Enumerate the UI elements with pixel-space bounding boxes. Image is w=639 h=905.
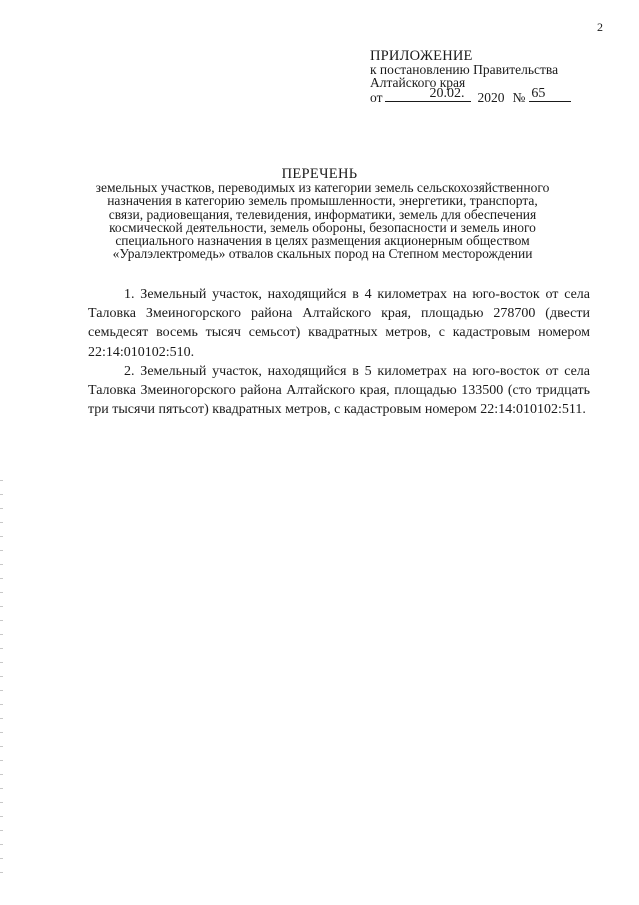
approval-line-2: Алтайского края bbox=[370, 75, 466, 90]
land-plot-item-1: 1. Земельный участок, находящийся в 4 километрах на юго-восток от села Таловка Змеиногорского района Алтайского края, площадью 278700 (двести семьдесят восемь тысяч семьсот) квадратных метров, с кадастровым номером 22:14:010102:510. bbox=[88, 287, 590, 360]
approval-date-line bbox=[370, 86, 600, 105]
handwritten-number: 65 bbox=[531, 86, 546, 101]
year-label: 2020 bbox=[477, 90, 505, 105]
from-label: от bbox=[370, 90, 383, 105]
approval-line-1: к постановлению Правительства bbox=[370, 62, 559, 77]
land-plot-list bbox=[88, 285, 590, 419]
scan-margin-marks bbox=[0, 480, 3, 880]
number-blank bbox=[529, 86, 571, 102]
land-plot-item-2: 2. Земельный участок, находящийся в 5 километрах на юго-восток от села Таловка Змеиногорского района Алтайского края, площадью 133500 (сто тридцать три тысячи пятьсот) квадратных метров, с кадастровым номером 22:14:010102:511. bbox=[88, 363, 590, 418]
approval-title: ПРИЛОЖЕНИЕ bbox=[370, 48, 473, 64]
list-title: ПЕРЕЧЕНЬ bbox=[281, 166, 358, 182]
page-number: 2 bbox=[597, 20, 603, 34]
list-subtitle: земельных участков, переводимых из категории земель сельскохозяйственного назначения в категорию земель промышленности, энергетики, транспорта, связи, радиовещания, телевидения, информатики, земель для обеспечения космической деятельности, земель обороны, безопасности и земель иного специального назначения в целях размещения акционерным обществом «Уралэлектромедь» отвалов скальных пород на Степном месторождении bbox=[95, 180, 550, 262]
number-sign: № bbox=[512, 90, 526, 105]
handwritten-date: 20.02. bbox=[429, 86, 465, 101]
approval-block bbox=[370, 50, 600, 103]
date-blank bbox=[385, 86, 471, 102]
